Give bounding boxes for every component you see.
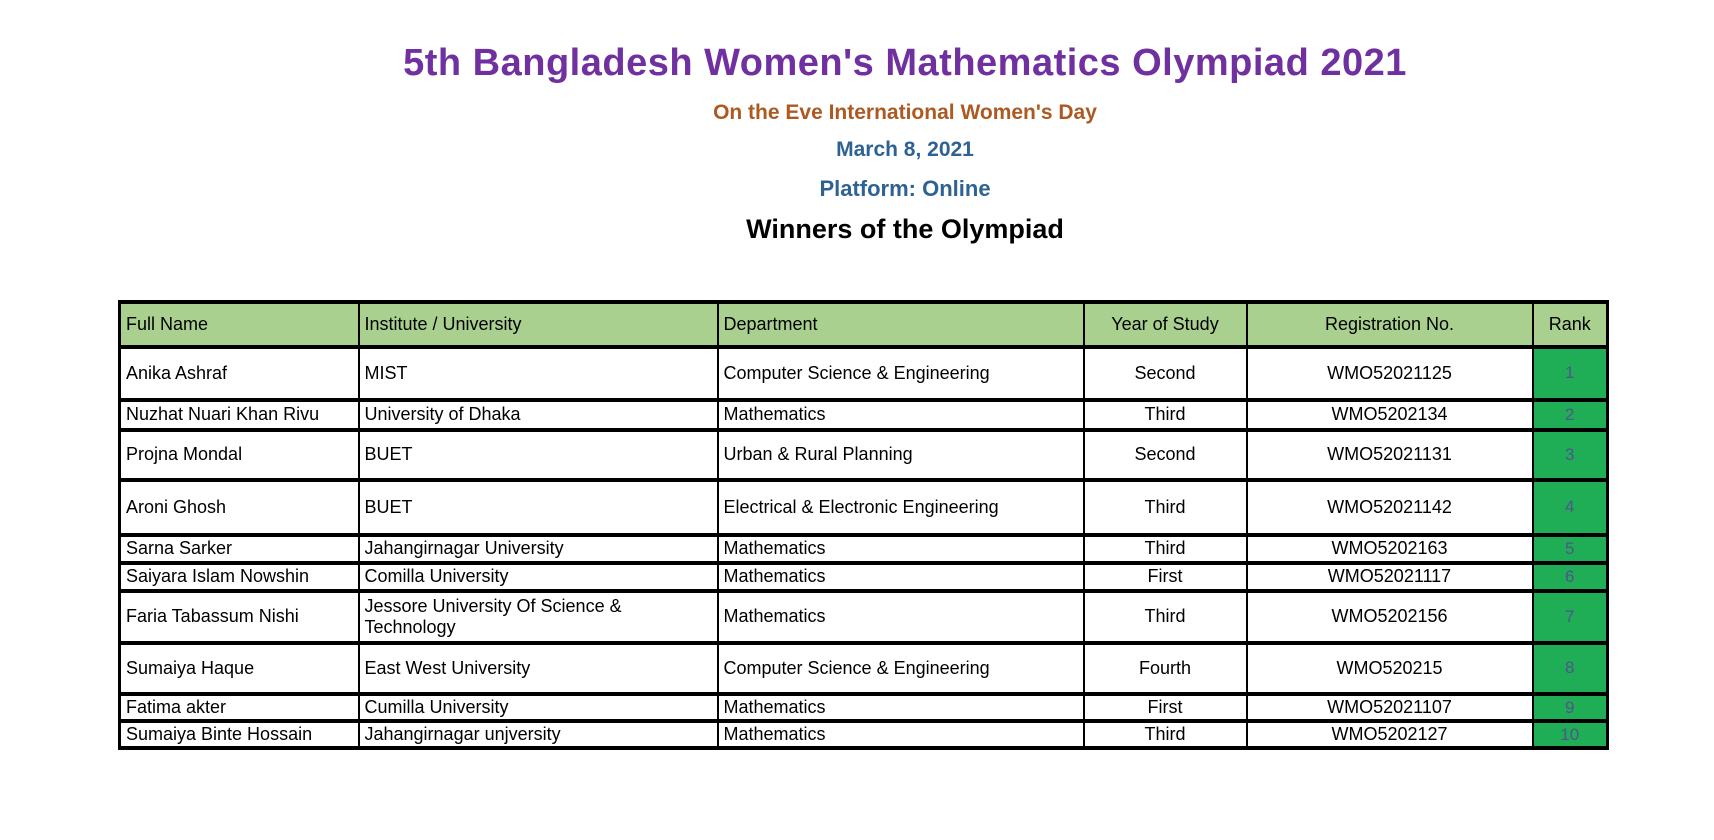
cell-institute: East West University xyxy=(359,643,718,694)
cell-year: Third xyxy=(1084,400,1247,430)
table-row xyxy=(120,591,1608,643)
table-row xyxy=(120,480,1608,535)
event-platform: Platform: Online xyxy=(819,176,991,201)
cell-department: Computer Science & Engineering xyxy=(718,643,1084,694)
cell-year: Third xyxy=(1084,721,1247,748)
winners-table xyxy=(118,300,1609,750)
cell-rank: 7 xyxy=(1533,591,1608,643)
column-header-institute: Institute / University xyxy=(359,302,718,347)
cell-department: Mathematics xyxy=(718,400,1084,430)
cell-department: Urban & Rural Planning xyxy=(718,430,1084,480)
cell-registration: WMO52021125 xyxy=(1247,347,1533,400)
column-header-department: Department xyxy=(718,302,1084,347)
table-row xyxy=(120,430,1608,480)
cell-institute: University of Dhaka xyxy=(359,400,718,430)
cell-institute: Comilla University xyxy=(359,563,718,591)
cell-year: Third xyxy=(1084,591,1247,643)
cell-full-name: Sumaiya Haque xyxy=(120,643,359,694)
cell-full-name: Anika Ashraf xyxy=(120,347,359,400)
cell-rank: 1 xyxy=(1533,347,1608,400)
cell-department: Mathematics xyxy=(718,694,1084,721)
cell-registration: WMO52021117 xyxy=(1247,563,1533,591)
cell-rank: 6 xyxy=(1533,563,1608,591)
table-row xyxy=(120,535,1608,563)
section-title: Winners of the Olympiad xyxy=(746,214,1064,244)
cell-department: Mathematics xyxy=(718,591,1084,643)
cell-department: Computer Science & Engineering xyxy=(718,347,1084,400)
cell-rank: 5 xyxy=(1533,535,1608,563)
cell-department: Mathematics xyxy=(718,535,1084,563)
cell-registration: WMO5202134 xyxy=(1247,400,1533,430)
cell-full-name: Nuzhat Nuari Khan Rivu xyxy=(120,400,359,430)
cell-institute: MIST xyxy=(359,347,718,400)
page-title: 5th Bangladesh Women's Mathematics Olympiad 2021 xyxy=(403,42,1407,84)
cell-registration: WMO520215 xyxy=(1247,643,1533,694)
cell-rank: 3 xyxy=(1533,430,1608,480)
table-row xyxy=(120,721,1608,748)
cell-full-name: Saiyara Islam Nowshin xyxy=(120,563,359,591)
cell-institute: Jahangirnagar unjversity xyxy=(359,721,718,748)
cell-department: Mathematics xyxy=(718,563,1084,591)
cell-rank: 10 xyxy=(1533,721,1608,748)
table-row xyxy=(120,400,1608,430)
cell-institute: Jahangirnagar University xyxy=(359,535,718,563)
cell-year: Fourth xyxy=(1084,643,1247,694)
cell-full-name: Sarna Sarker xyxy=(120,535,359,563)
event-subtitle: On the Eve International Women's Day xyxy=(713,101,1097,124)
cell-registration: WMO5202127 xyxy=(1247,721,1533,748)
cell-full-name: Sumaiya Binte Hossain xyxy=(120,721,359,748)
event-date: March 8, 2021 xyxy=(836,138,974,161)
column-header-rank: Rank xyxy=(1533,302,1608,347)
table-row xyxy=(120,563,1608,591)
cell-department: Mathematics xyxy=(718,721,1084,748)
results-page xyxy=(0,42,1714,840)
cell-institute: Jessore University Of Science & Technology xyxy=(359,591,718,643)
document-header xyxy=(120,42,1690,245)
cell-year: First xyxy=(1084,694,1247,721)
cell-rank: 8 xyxy=(1533,643,1608,694)
cell-full-name: Aroni Ghosh xyxy=(120,480,359,535)
cell-rank: 4 xyxy=(1533,480,1608,535)
cell-registration: WMO52021142 xyxy=(1247,480,1533,535)
cell-registration: WMO52021107 xyxy=(1247,694,1533,721)
column-header-registration: Registration No. xyxy=(1247,302,1533,347)
cell-registration: WMO5202156 xyxy=(1247,591,1533,643)
cell-rank: 9 xyxy=(1533,694,1608,721)
column-header-full-name: Full Name xyxy=(120,302,359,347)
table-row xyxy=(120,347,1608,400)
column-header-year: Year of Study xyxy=(1084,302,1247,347)
cell-year: Third xyxy=(1084,480,1247,535)
table-header-row xyxy=(120,302,1608,347)
cell-registration: WMO52021131 xyxy=(1247,430,1533,480)
cell-rank: 2 xyxy=(1533,400,1608,430)
cell-full-name: Faria Tabassum Nishi xyxy=(120,591,359,643)
cell-year: Third xyxy=(1084,535,1247,563)
cell-full-name: Fatima akter xyxy=(120,694,359,721)
cell-institute: BUET xyxy=(359,430,718,480)
table-row xyxy=(120,694,1608,721)
cell-full-name: Projna Mondal xyxy=(120,430,359,480)
cell-institute: Cumilla University xyxy=(359,694,718,721)
cell-registration: WMO5202163 xyxy=(1247,535,1533,563)
cell-year: Second xyxy=(1084,347,1247,400)
cell-year: Second xyxy=(1084,430,1247,480)
cell-year: First xyxy=(1084,563,1247,591)
cell-institute: BUET xyxy=(359,480,718,535)
table-row xyxy=(120,643,1608,694)
cell-department: Electrical & Electronic Engineering xyxy=(718,480,1084,535)
